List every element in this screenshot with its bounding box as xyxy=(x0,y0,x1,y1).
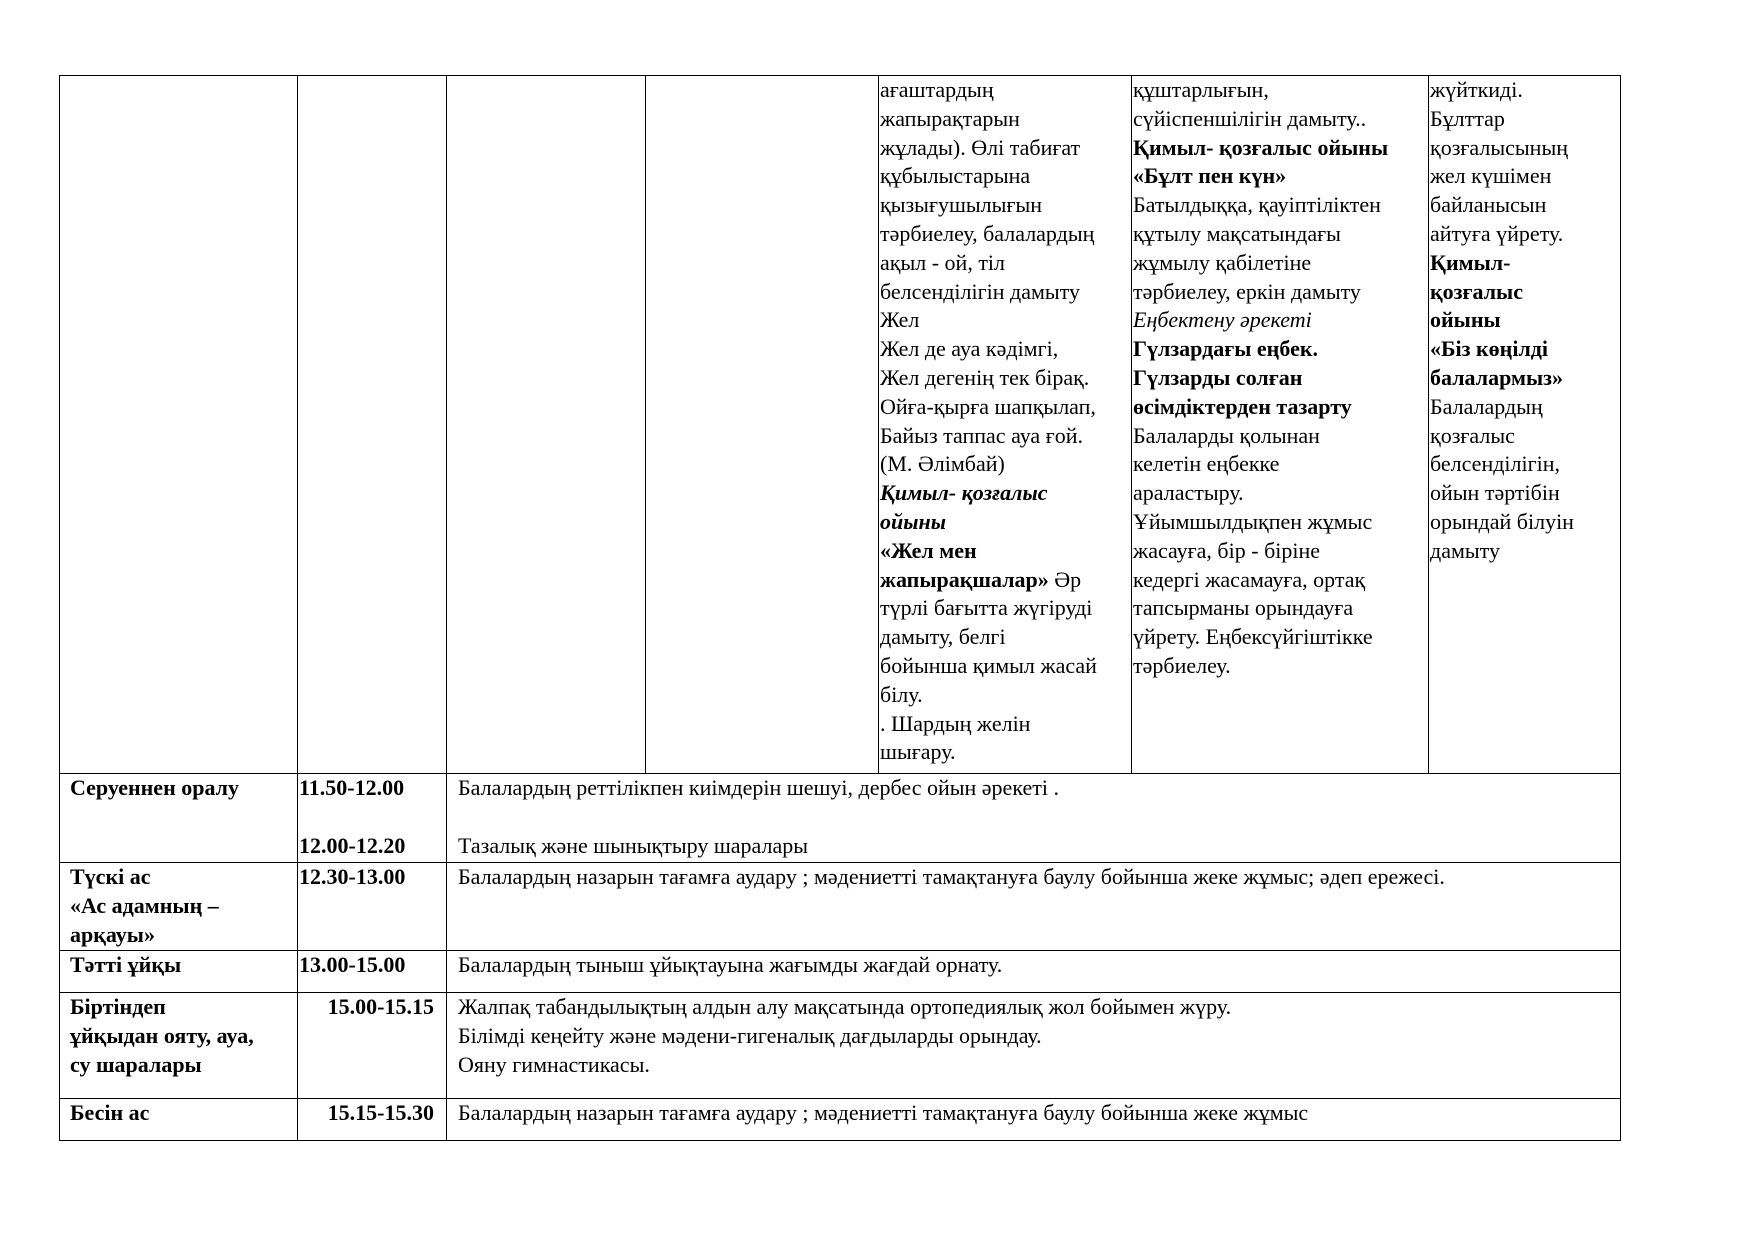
text-run: Байыз таппас ауа ғой. xyxy=(880,422,1083,448)
walk-mon-cell xyxy=(447,76,646,774)
text-run: жүйткиді. xyxy=(1430,77,1523,102)
text-run: ойыны xyxy=(880,508,946,534)
text-run: шығару. xyxy=(880,739,956,765)
activity-line: Ояну гимнастикасы. xyxy=(458,1051,650,1077)
text-line xyxy=(880,393,1131,422)
text-run: Қимыл- xyxy=(1430,249,1511,275)
text-run: қозғалыс xyxy=(1430,278,1523,304)
text-run: Батылдыққа, қауіптіліктен xyxy=(1133,192,1381,218)
row-label: Түскі ас xyxy=(70,864,151,889)
walk-thu-text xyxy=(1133,76,1428,681)
text-run: тәрбиелеу, балалардың xyxy=(880,220,1095,246)
text-run: Ұйымшылдықпен жұмыс xyxy=(1133,508,1373,534)
text-run: құтылу мақсатындағы xyxy=(1133,220,1341,246)
text-line xyxy=(1133,105,1428,134)
return-label-cell xyxy=(60,774,298,863)
text-line xyxy=(1133,278,1428,307)
text-run: . Шардың желін xyxy=(880,710,1031,736)
text-line xyxy=(1430,76,1620,105)
text-run: «Жел мен xyxy=(880,537,977,563)
return-time-cell xyxy=(298,774,447,863)
text-run: келетін еңбекке xyxy=(1133,451,1280,477)
text-line xyxy=(1430,450,1620,479)
row-label: Серуеннен оралу xyxy=(70,775,240,800)
text-run: Жел де ауа кәдімгі, xyxy=(880,336,1059,362)
text-line xyxy=(880,681,1131,710)
row-label: Бесін ас xyxy=(70,1100,150,1125)
daily-schedule-table xyxy=(59,75,1621,1141)
text-line xyxy=(1430,364,1620,393)
text-line xyxy=(880,508,1131,537)
text-run: жел күшімен xyxy=(1430,163,1552,189)
text-line xyxy=(880,710,1131,739)
text-line xyxy=(880,306,1131,335)
text-run: белсенділігін дамыту xyxy=(880,278,1081,304)
text-run: қозғалыс xyxy=(1430,422,1515,448)
text-run: қозғалысының xyxy=(1430,134,1568,160)
text-run: Еңбектену әрекеті xyxy=(1133,307,1312,333)
text-line xyxy=(1133,191,1428,220)
text-line xyxy=(880,738,1131,767)
text-line xyxy=(1133,566,1428,595)
text-line xyxy=(1133,537,1428,566)
row-label: «Ас адамның – xyxy=(70,892,219,918)
text-run: Балаларды қолынан xyxy=(1133,422,1320,448)
time-slot: 15.00-15.15 xyxy=(327,994,434,1019)
activity-line: Тазалық және шынықтыру шаралары xyxy=(458,832,809,858)
text-line xyxy=(880,335,1131,364)
activity-line: Жалпақ табандылықтың алдын алу мақсатында ортопедиялық жол бойымен жүру. xyxy=(458,994,1232,1019)
text-run: тәрбиелеу. xyxy=(1133,652,1231,678)
text-line xyxy=(1133,594,1428,623)
text-run: дамыту xyxy=(1430,537,1500,563)
text-line xyxy=(1133,450,1428,479)
text-line xyxy=(1430,105,1620,134)
walk-time-cell xyxy=(298,76,447,774)
text-line xyxy=(880,134,1131,163)
text-line xyxy=(880,652,1131,681)
afternoon-snack-row xyxy=(60,1099,1621,1141)
text-run: орындай білуін xyxy=(1430,508,1574,534)
text-run: жапырақтарын xyxy=(880,105,1020,131)
text-line xyxy=(880,594,1131,623)
text-line xyxy=(1133,249,1428,278)
lunch-label-cell xyxy=(60,863,298,951)
text-line xyxy=(1430,508,1620,537)
text-run: кедергі жасамауға, ортақ xyxy=(1133,566,1366,592)
text-run: құбылыстарына xyxy=(880,163,1031,189)
time-slot: 12.00-12.20 xyxy=(299,832,406,858)
text-run: айтуға үйрету. xyxy=(1430,220,1564,246)
text-line xyxy=(1133,422,1428,451)
text-line xyxy=(1430,162,1620,191)
text-line xyxy=(1430,220,1620,249)
lunch-row xyxy=(60,863,1621,951)
text-run: Жел xyxy=(880,307,920,333)
text-run: тапсырманы орындауға xyxy=(1133,595,1354,621)
text-line xyxy=(1133,364,1428,393)
text-run: ақыл - ой, тіл xyxy=(880,249,1006,275)
text-line xyxy=(880,422,1131,451)
walk-thu-cell xyxy=(1132,76,1429,774)
snack-label-cell xyxy=(60,1099,298,1141)
text-run: жасауға, бір - біріне xyxy=(1133,537,1321,563)
text-run: құштарлығын, xyxy=(1133,77,1269,102)
walk-wed-text xyxy=(880,76,1131,767)
text-line xyxy=(1430,134,1620,163)
text-line xyxy=(1430,306,1620,335)
text-line xyxy=(880,162,1131,191)
text-line xyxy=(1430,537,1620,566)
row-label: Тәтті ұйқы xyxy=(70,952,182,977)
time-slot: 13.00-15.00 xyxy=(299,952,406,977)
text-line xyxy=(1133,393,1428,422)
text-line xyxy=(1133,335,1428,364)
text-run: Гүлзарды солған xyxy=(1133,364,1303,390)
nap-time-cell xyxy=(298,951,447,993)
text-run: ойын тәртібін xyxy=(1430,480,1560,506)
text-line xyxy=(880,566,1131,595)
text-run: «Біз көңілді xyxy=(1430,336,1549,362)
text-line xyxy=(1133,623,1428,652)
text-run: байланысын xyxy=(1430,192,1547,218)
text-line xyxy=(1133,76,1428,105)
text-run: тәрбиелеу, еркін дамыту xyxy=(1133,278,1361,304)
text-run: Ойға-қырға шапқылап, xyxy=(880,393,1096,419)
walk-fri-cell xyxy=(1429,76,1621,774)
text-run: Жел дегенің тек бірақ. xyxy=(880,364,1090,390)
text-line xyxy=(1133,162,1428,191)
text-line xyxy=(1430,422,1620,451)
snack-activity-cell xyxy=(447,1099,1621,1141)
text-run: дамыту, белгі xyxy=(880,624,1006,650)
activity-line: Балалардың тыныш ұйықтауына жағымды жағдай орнату. xyxy=(458,952,1003,977)
text-run: Гүлзардағы еңбек. xyxy=(1133,336,1319,362)
row-label: Біртіндеп xyxy=(70,994,166,1019)
text-line xyxy=(1133,652,1428,681)
text-run: сүйіспеншілігін дамыту.. xyxy=(1133,105,1367,131)
activity-line: Балалардың назарын тағамға аудару ; мәдениетті тамақтануға баулу бойынша жеке жұмыс; әдеп ережесі. xyxy=(458,864,1445,889)
text-line xyxy=(880,278,1131,307)
activity-line: Балалардың реттілікпен киімдерін шешуі, дербес ойын әрекеті . xyxy=(458,775,1059,800)
text-run: бойынша қимыл жасай xyxy=(880,652,1097,678)
nap-label-cell xyxy=(60,951,298,993)
text-line xyxy=(880,76,1131,105)
text-run: түрлі бағытта жүгіруді xyxy=(880,595,1093,621)
text-line xyxy=(1133,306,1428,335)
return-from-walk-row xyxy=(60,774,1621,863)
walk-continuation-row xyxy=(60,76,1621,774)
text-line xyxy=(880,364,1131,393)
text-run: Қимыл- қозғалыс xyxy=(880,480,1048,506)
text-run: жұлады). Өлі табиғат xyxy=(880,134,1081,160)
text-line xyxy=(1430,249,1620,278)
text-run: үйрету. Еңбексүйгіштікке xyxy=(1133,624,1373,650)
return-activity-cell xyxy=(447,774,1621,863)
text-run: (М. Әлімбай) xyxy=(880,451,1005,477)
text-run: Балалардың xyxy=(1430,393,1543,419)
text-line xyxy=(880,105,1131,134)
time-slot: 12.30-13.00 xyxy=(299,864,406,889)
text-line xyxy=(1133,220,1428,249)
text-run: Бұлттар xyxy=(1430,105,1505,131)
text-line xyxy=(880,220,1131,249)
text-run: Қимыл- қозғалыс ойыны xyxy=(1133,134,1389,160)
text-run: өсімдіктерден тазарту xyxy=(1133,393,1352,419)
text-run: жұмылу қабілетіне xyxy=(1133,249,1312,275)
walk-fri-text xyxy=(1430,76,1620,566)
text-line xyxy=(1133,479,1428,508)
walk-label-cell xyxy=(60,76,298,774)
text-run: ойыны xyxy=(1430,307,1501,333)
text-run: «Бұлт пен күн» xyxy=(1133,163,1287,189)
text-line xyxy=(1430,393,1620,422)
time-slot: 11.50-12.00 xyxy=(299,775,405,800)
row-label: арқауы» xyxy=(70,921,155,947)
nap-row xyxy=(60,951,1621,993)
text-line xyxy=(880,623,1131,652)
text-run: қызығушылығын xyxy=(880,192,1043,218)
wake-up-activity-cell xyxy=(447,993,1621,1099)
text-line xyxy=(880,450,1131,479)
text-line xyxy=(880,479,1131,508)
nap-activity-cell xyxy=(447,951,1621,993)
text-run: жапырақшалар» xyxy=(880,566,1049,592)
lunch-time-cell xyxy=(298,863,447,951)
time-slot: 15.15-15.30 xyxy=(327,1100,434,1125)
text-line xyxy=(1133,508,1428,537)
activity-line: Балалардың назарын тағамға аудару ; мәдениетті тамақтануға баулу бойынша жеке жұмыс xyxy=(458,1100,1309,1125)
row-label: ұйқыдан ояту, ауа, xyxy=(70,1022,254,1048)
activity-line: Білімді кеңейту және мәдени-гигеналық дағдыларды орындау. xyxy=(458,1022,1042,1048)
text-line xyxy=(1430,278,1620,307)
text-line xyxy=(1430,191,1620,220)
wake-up-label-cell xyxy=(60,993,298,1099)
row-label: су шаралары xyxy=(70,1051,202,1077)
text-run: араластыру. xyxy=(1133,480,1244,506)
text-line xyxy=(880,537,1131,566)
text-run: белсенділігін, xyxy=(1430,451,1561,477)
text-line xyxy=(1430,335,1620,364)
walk-wed-cell xyxy=(879,76,1132,774)
snack-time-cell xyxy=(298,1099,447,1141)
lunch-activity-cell xyxy=(447,863,1621,951)
text-line xyxy=(880,191,1131,220)
text-line xyxy=(1430,479,1620,508)
text-line xyxy=(880,249,1131,278)
wake-up-time-cell xyxy=(298,993,447,1099)
text-run: Әр xyxy=(1048,566,1082,592)
text-run: білу. xyxy=(880,681,923,707)
text-line xyxy=(1133,134,1428,163)
text-run: балалармыз» xyxy=(1430,364,1563,390)
text-run: ағаштардың xyxy=(880,77,994,102)
walk-tue-cell xyxy=(646,76,879,774)
wake-up-row xyxy=(60,993,1621,1099)
